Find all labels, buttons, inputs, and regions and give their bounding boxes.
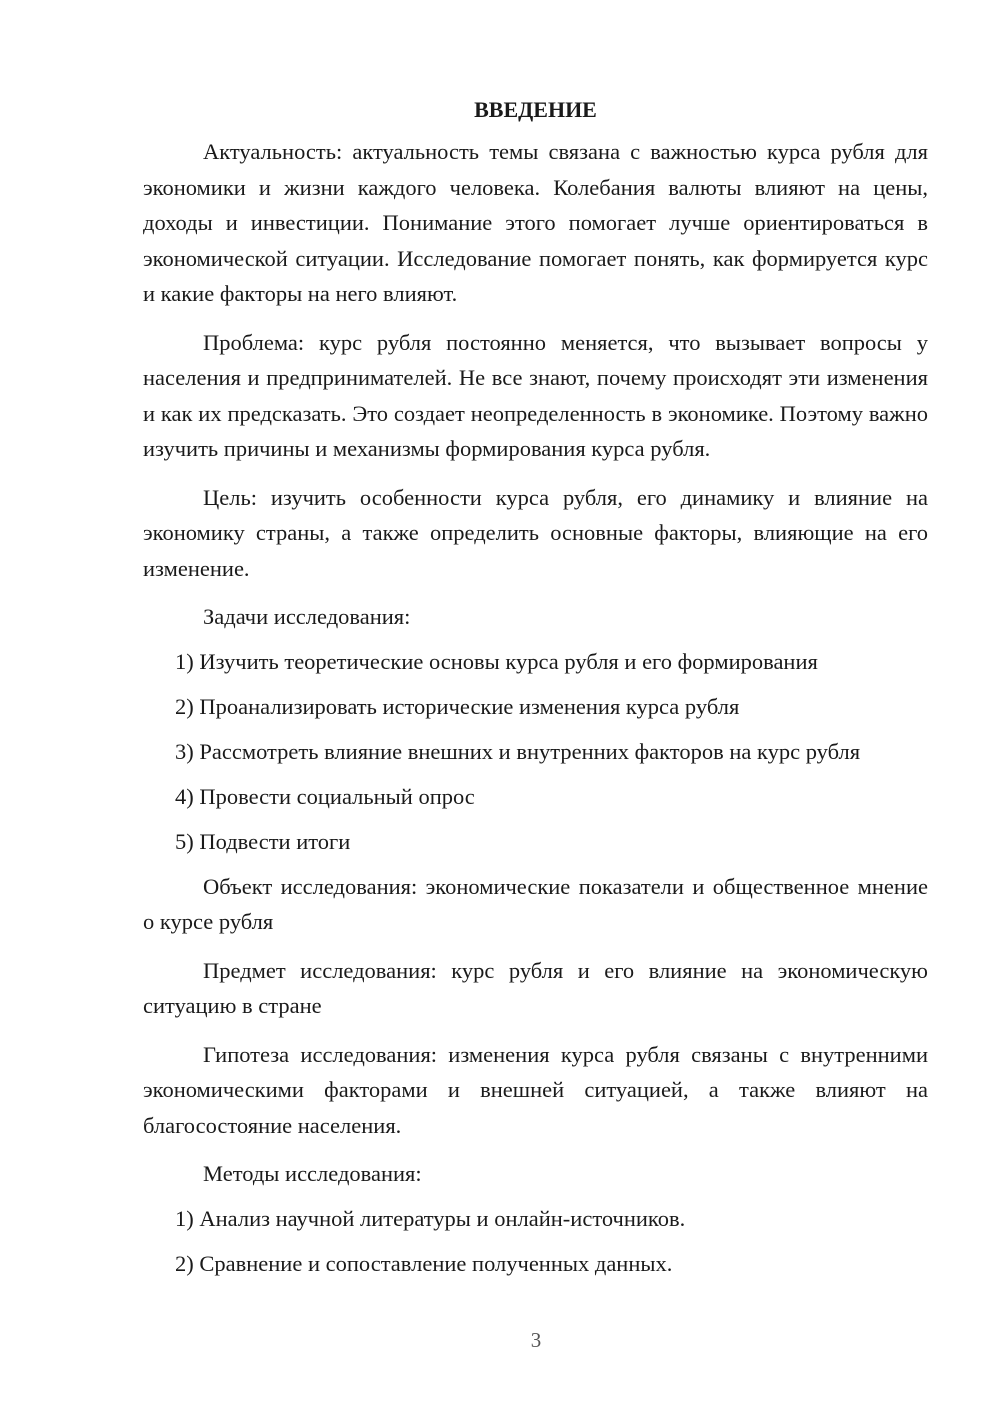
page-body	[143, 94, 928, 1291]
method-item: 1) Анализ научной литературы и онлайн-источников.	[175, 1205, 686, 1231]
task-item: 5) Подвести итоги	[175, 828, 351, 854]
method-item: 2) Сравнение и сопоставление полученных данных.	[175, 1250, 673, 1276]
object-paragraph: Объект исследования: экономические показатели и общественное мнение о курсе рубля	[143, 873, 928, 934]
task-item: 1) Изучить теоретические основы курса рубля и его формирования	[175, 648, 818, 674]
task-item: 2) Проанализировать исторические изменения курса рубля	[175, 693, 740, 719]
goal-paragraph: Цель: изучить особенности курса рубля, его динамику и влияние на экономику страны, а также определить основные факторы, влияющие на его изменение.	[143, 484, 928, 581]
tasks-heading: Задачи исследования:	[203, 604, 411, 629]
subject-paragraph: Предмет исследования: курс рубля и его влияние на экономическую ситуацию в стране	[143, 957, 928, 1018]
relevance-paragraph: Актуальность: актуальность темы связана с важностью курса рубля для экономики и жизни каждого человека. Колебания валюты влияют на цены, доходы и инвестиции. Понимание этого помогает лучше ориентироваться в экономической ситуации. Исследование помогает понять, как формируется курс и какие факторы на него влияют.	[143, 139, 928, 306]
task-item: 4) Провести социальный опрос	[175, 783, 475, 809]
section-title: ВВЕДЕНИЕ	[474, 97, 597, 122]
page-number: 3	[530, 1328, 542, 1352]
hypothesis-paragraph: Гипотеза исследования: изменения курса рубля связаны с внутренними экономическими факторами и внешней ситуацией, а также влияют на благосостояние населения.	[143, 1041, 928, 1138]
methods-heading: Методы исследования:	[203, 1161, 422, 1186]
task-item: 3) Рассмотреть влияние внешних и внутренних факторов на курс рубля	[175, 738, 861, 764]
problem-paragraph: Проблема: курс рубля постоянно меняется, что вызывает вопросы у населения и предпринимателей. Не все знают, почему происходят эти изменения и как их предсказать. Это создает неопределенность в экономике. Поэтому важно изучить причины и механизмы формирования курса рубля.	[143, 329, 928, 461]
